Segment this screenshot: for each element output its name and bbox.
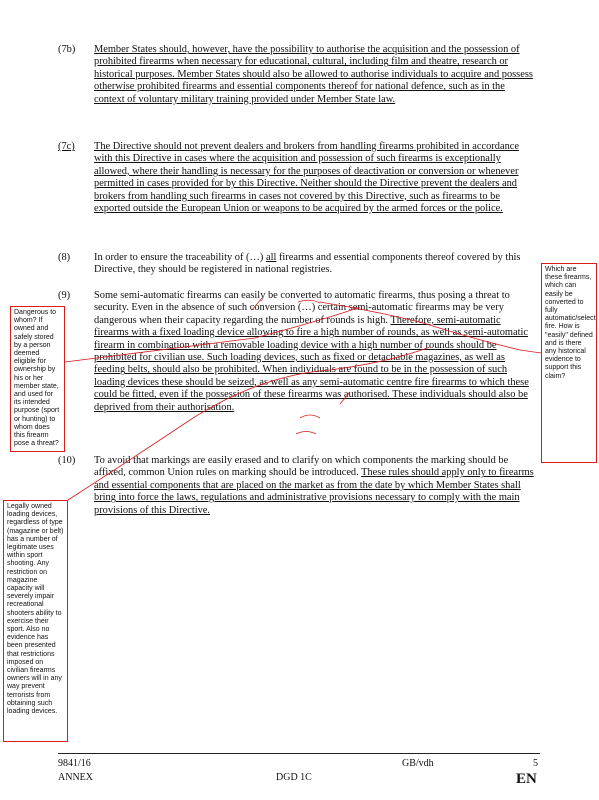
recital-text-plain: Some semi-automatic firearms can easily be converted to automatic firearms, thus posing a threat to security. Even in the absence of such conversion (…) certain semi-automatic firearms may be very dangerous when their capacity regarding the number of rounds is high.	[94, 290, 510, 326]
footer-language: EN	[516, 771, 537, 787]
recital-text-plain: In order to ensure the traceability of (…)	[94, 252, 266, 263]
footer-page-number: 5	[533, 758, 538, 769]
recital-text: Member States should, however, have the possibility to authorise the acquisition and the possession of prohibited firearms when necessary for educational, cultural, including film and theatre, research or historical purposes. Member States should also be allowed to authorise individuals to acquire and possess otherwise prohibited firearms and essential components thereof for national defence, such as in the context of voluntary military training provided under Member State law.	[94, 44, 533, 105]
comment-balloon-left-bottom[interactable]: Legally owned loading devices, regardless of type (magazine or belt) has a number of legitimate uses within sport shooting. Any restriction on magazine capacity will severely impair recreational shooters ability to exercise their sport. Also no evidence has been presented that restrictions imposed on civilian firearms owners will in any way prevent terrorists from obtaining such loading devices.	[3, 500, 68, 742]
footer-rule	[58, 753, 540, 754]
recital-number: (8)	[58, 252, 71, 263]
recital-text-amended: Therefore, semi-automatic firearms with a fixed loading device allowing to fire a high number of rounds, as well as semi-automatic firearm in combination with a removable loading device with a high number of rounds should be prohibited for civilian use. Such loading devices, such as fixed or detachable magazines, as well as feeding belts, should also be prohibited. When individuals are found to be in the possession of such loading devices these should be seized, as well as any semi-automatic centre fire firearms to which these could be fitted, even if the possession of these firearms was authorised. These individuals should also be deprived from their authorisation.	[94, 314, 529, 413]
recital-text	[94, 252, 534, 277]
comment-balloon-left-top[interactable]: Dangerous to whom? If owned and safely stored by a person deemed eligible for ownership by his or her member state, and used for its intended purpose (sport or hunting) to whom does this firearm pose a threat?	[10, 306, 65, 452]
recital-number: (10)	[58, 455, 76, 466]
recital-text-plain: To avoid that markings are easily erased and to clarify on which components the marking should be affixed, common Union rules on marking should be introduced.	[94, 455, 509, 479]
recital-text-plain-2: firearms and essential components thereof covered by this Directive, they should be registered in national registries.	[94, 252, 521, 276]
recital-text: The Directive should not prevent dealers and brokers from handling firearms prohibited in accordance with this Directive in cases where the acquisition and possession of such firearms is exceptionally allowed, where their handling is necessary for the purposes of deactivation or conversion or whenever permitted in cases provided for by this Directive. Neither should the Directive prevent the dealers and brokers from handling such firearms in cases not covered by this Directive, such as firearms to be exported outside the European Union or weapons to be acquired by the armed forces or the police.	[94, 141, 519, 215]
footer-annex: ANNEX	[58, 772, 93, 783]
footer-dept: DGD 1C	[276, 772, 312, 783]
mark-found-to-be	[300, 415, 320, 418]
mark-any	[296, 432, 316, 435]
recital-text-amended: These rules should apply only to firearms and essential components that are placed on the market as from the date by which Member States shall bring into force the laws, regulations and administrative provisions necessary to comply with the main provisions of this Directive.	[94, 467, 534, 516]
recital-number: (7c)	[58, 141, 75, 152]
recital-text	[94, 290, 534, 414]
footer-initials: GB/vdh	[402, 758, 434, 769]
recital-text	[94, 455, 534, 517]
recital-number: (7b)	[58, 44, 76, 55]
recital-text-amended: all	[265, 252, 277, 263]
footer-doc-ref: 9841/16	[58, 758, 91, 769]
recital-number: (9)	[58, 290, 71, 301]
comment-balloon-right[interactable]: Which are these firearms, which can easily be converted to fully automatic/select fire. How is "easily" defined and is there any historical evidence to support this claim?	[541, 263, 597, 463]
